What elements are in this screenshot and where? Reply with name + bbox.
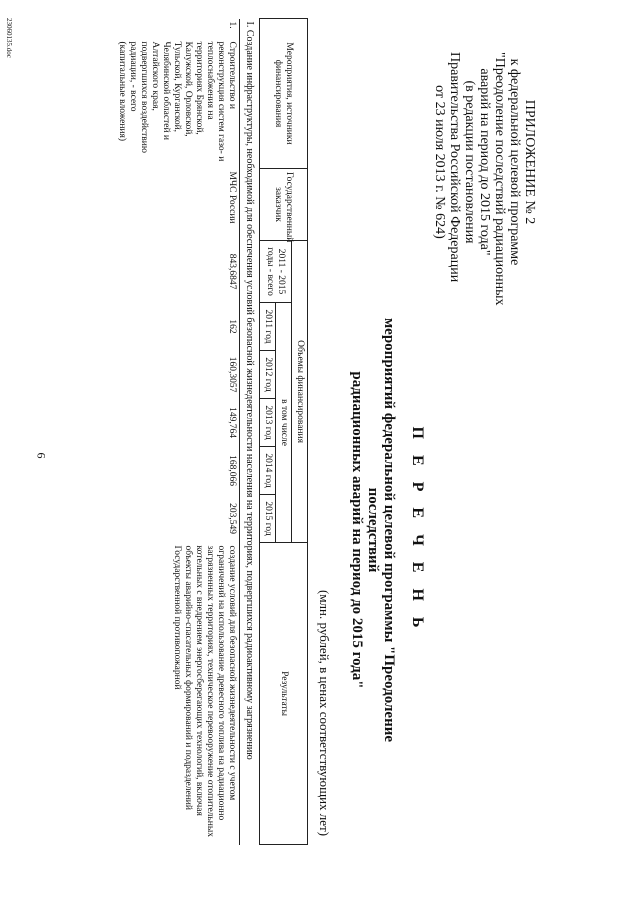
row-2012: 160,3057	[227, 356, 237, 393]
header-year-2014: 2014 год	[260, 447, 276, 495]
header-in-that: в том числе	[276, 303, 292, 543]
header-customer: Государственный заказчик	[260, 169, 308, 241]
appendix-line: к федеральной целевой программе	[507, 58, 522, 266]
document-title	[349, 300, 425, 760]
row-customer: МЧС России	[227, 171, 237, 224]
appendix-line: (в редакции постановления	[462, 80, 477, 244]
header-year-2012: 2012 год	[260, 351, 276, 399]
appendix-line: аварий на период до 2015 года"	[477, 68, 492, 256]
document-filename: 23060135.doc	[5, 18, 13, 58]
header-financing: Объемы финансирования	[292, 241, 308, 543]
title-line: мероприятий федеральной целевой программы "Преодоление последствий	[365, 317, 397, 743]
header-results: Результаты	[260, 543, 308, 845]
row-measure: Строительство и реконструкция систем газо- и теплоснабжения на территориях Брянской, Калужской, Орловской, Тульской, Курганской, Челябинской областей и Алтайского края, подвергшихся воздействию радиации, - всего (капитальные вложения)	[117, 41, 237, 162]
header-total: 2011 - 2015 годы - всего	[260, 241, 292, 303]
page-number: 6	[34, 452, 49, 459]
row-number: 1.	[227, 21, 237, 29]
row-2011: 162	[227, 319, 237, 334]
row-2013: 149,764	[227, 407, 237, 438]
header-year-2013: 2013 год	[260, 399, 276, 447]
appendix-line: ПРИЛОЖЕНИЕ № 2	[522, 99, 537, 225]
appendix-line: "Преодоление последствий радиационных	[492, 52, 507, 306]
title-spaced: П Е Р Е Ч Е Н Ь	[409, 426, 426, 634]
title-line: радиационных аварий на период до 2015 года"	[349, 371, 365, 689]
table-row	[114, 19, 240, 845]
header-year-2011: 2011 год	[260, 303, 276, 351]
units-note: (млн. рублей, в ценах соответствующих лет)	[317, 590, 332, 837]
row-total: 843,6847	[227, 253, 237, 290]
appendix-header	[432, 52, 537, 306]
header-measures: Мероприятия, источники финансирования	[260, 19, 308, 169]
row-result: создание условий для безопасной жизнедеятельности с учетом ограничений на использование древесного топлива на радиационно загрязненных территориях, техническое перевооружение отопительных котельных с внедрением энергосберегающих технологий, включая объекты аварийно-спасательных формирований и подразделений Государственной противопожарной	[172, 545, 237, 837]
appendix-line: от 23 июля 2013 г. № 624)	[432, 85, 447, 239]
row-2015: 203,549	[227, 503, 237, 534]
measures-table	[114, 18, 308, 845]
section-title: I. Создание инфраструктуры, необходимой для обеспечения условий безопасной жизнедеятельности населения на территориях, подвергшихся радиоактивному загрязнению	[240, 19, 260, 845]
row-2014: 168,066	[227, 455, 237, 486]
appendix-line: Правительства Российской Федерации	[447, 52, 462, 283]
header-year-2015: 2015 год	[260, 495, 276, 543]
